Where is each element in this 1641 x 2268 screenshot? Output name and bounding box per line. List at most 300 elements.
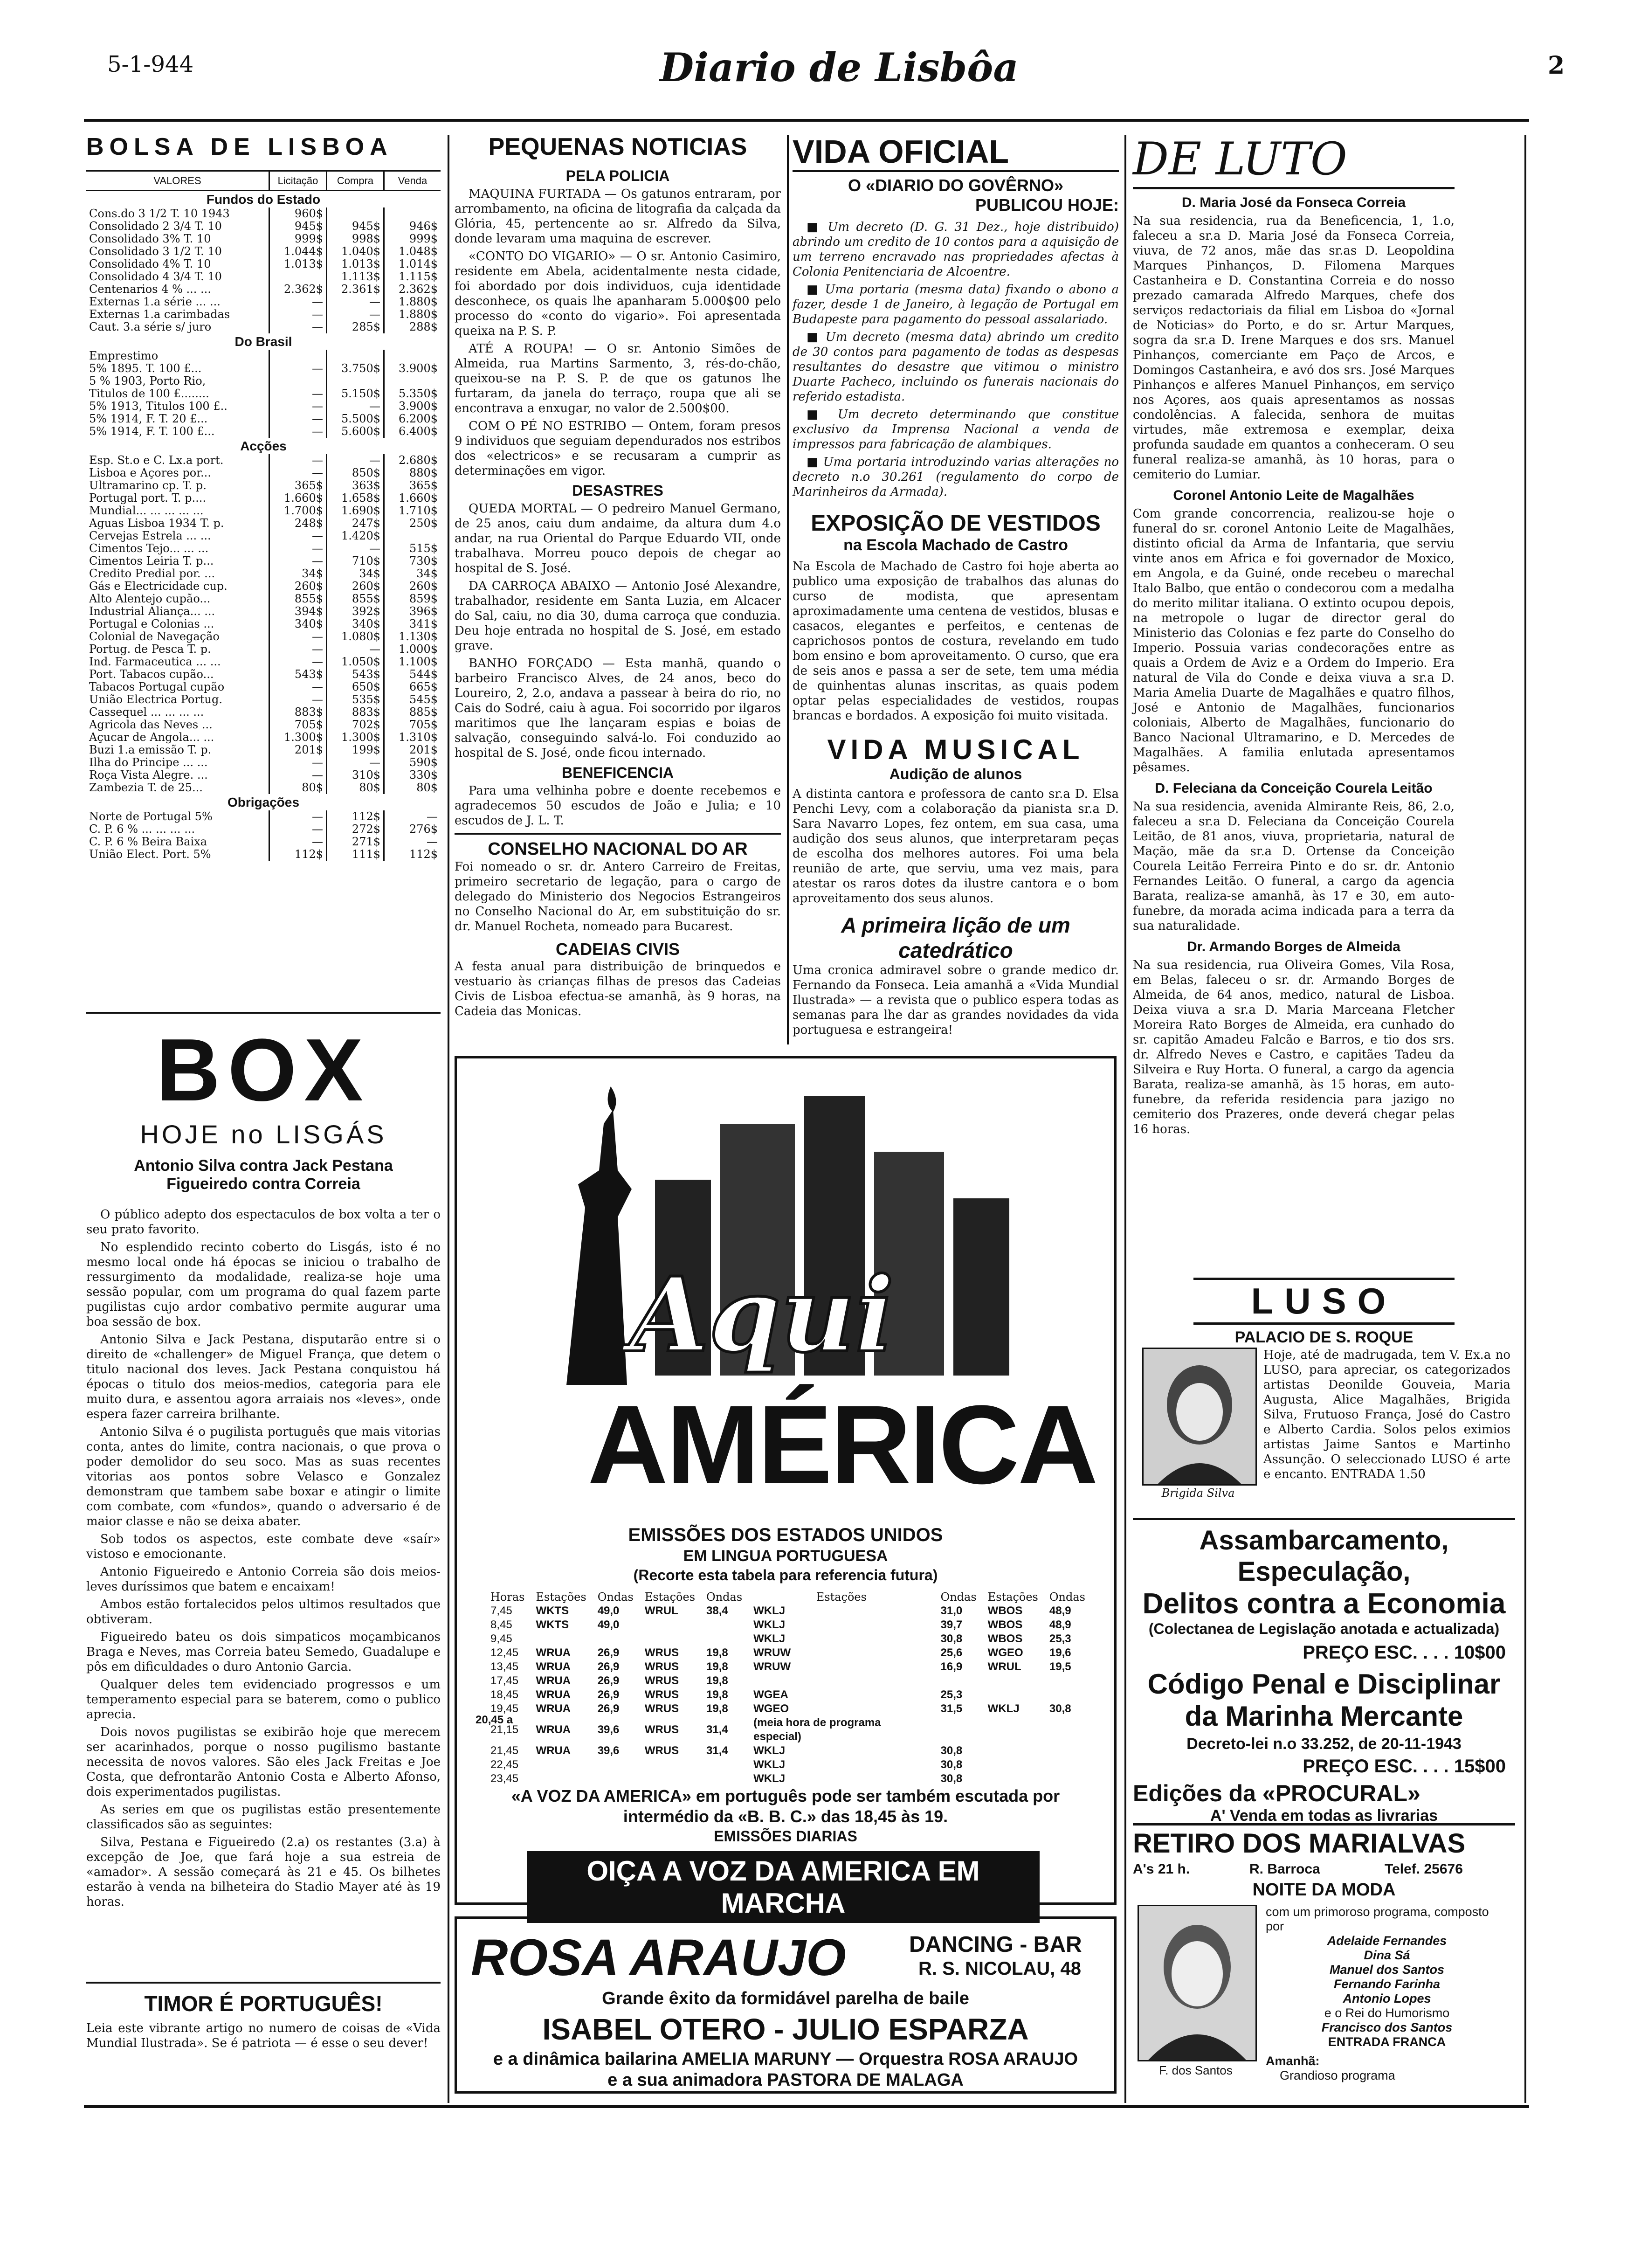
- bolsa-security-name: Consolidado 3% T. 10: [89, 232, 211, 245]
- oficial-item-text: Um decreto (mesma data) abrindo um credito de 30 contos para pagamento de todas as despesas resultantes do desastre que vitimou o ministro Duarte Pacheco, incluindo os funerais nacionais do referido estadista.: [793, 330, 1119, 404]
- bolsa-security-name: Açucar de Angola... ...: [89, 731, 214, 744]
- bolsa-price-cell: 111$: [327, 848, 384, 861]
- retiro-hours: A's 21 h.: [1133, 1861, 1190, 1877]
- america-schedule-cell: 25,3: [1049, 1632, 1071, 1645]
- america-schedule-row: [485, 1632, 1091, 1646]
- luto-entry-name: Dr. Armando Borges de Almeida: [1187, 939, 1400, 954]
- timor-rule: [86, 1982, 441, 1984]
- bolsa-row: [86, 781, 441, 794]
- america-schedule-row: [485, 1744, 1091, 1758]
- bolsa-price-cell: 1.014$: [384, 258, 441, 270]
- luto-entry-name: D. Feleciana da Conceição Courela Leitão: [1155, 781, 1433, 796]
- bolsa-price-cell: 710$: [327, 555, 384, 567]
- bolsa-row: [86, 505, 441, 517]
- bolsa-price-cell: 285$: [327, 321, 384, 333]
- bolsa-price-cell: —: [269, 467, 327, 479]
- bolsa-row: [86, 258, 441, 270]
- bolsa-price-cell: 1.013$: [327, 258, 384, 270]
- america-schedule-cell: 30,8: [940, 1772, 963, 1785]
- procural-price-2: PREÇO ESC. . . . 15$00: [1303, 1756, 1506, 1777]
- news-paragraph: «CONTO DO VIGARIO» — O sr. Antonio Casimiro, residente em Abela, acidentalmente nesta cidade, foi abordado por dois individuos, cuja identidade desconhece, os quais lhe apanharam 5.000$00 pelo processo do «conto do vigario». Foi apresentada queixa na P. S. P.: [455, 249, 781, 338]
- bolsa-price-cell: 1.310$: [384, 731, 441, 744]
- bolsa-price-cell: —: [269, 542, 327, 555]
- box-subtitle: HOJE no LISGÁS: [140, 1120, 387, 1149]
- bolsa-price-cell: 2.680$: [384, 454, 441, 467]
- bolsa-price-cell: [269, 375, 327, 387]
- bolsa-price-cell: —: [269, 454, 327, 467]
- bolsa-price-cell: —: [269, 530, 327, 542]
- america-schedule-cell: WRUL: [987, 1660, 1021, 1673]
- bolsa-security-name: Externas 1.a carimbadas: [89, 308, 230, 321]
- america-word-1: Aqui: [629, 1254, 895, 1375]
- bolsa-price-cell: 365$: [269, 479, 327, 492]
- bolsa-price-cell: —: [269, 823, 327, 836]
- bolsa-price-cell: 885$: [384, 706, 441, 719]
- bolsa-section-title: Acções: [240, 439, 287, 453]
- luso-caption: Brigida Silva: [1161, 1487, 1235, 1500]
- torch-flame-icon: [608, 1086, 616, 1112]
- bolsa-price-cell: 850$: [327, 467, 384, 479]
- bolsa-price-cell: 392$: [327, 605, 384, 618]
- america-schedule-cell: [935, 1674, 982, 1688]
- oficial-item: [793, 220, 1119, 279]
- america-word-2: AMÉRICA: [587, 1382, 1096, 1507]
- box-paragraph: O público adepto dos espectaculos de box volta a ter o seu prato favorito.: [86, 1208, 441, 1237]
- america-schedule-cell: 19,5: [1049, 1660, 1071, 1673]
- rosa-araujo-ad: [455, 1916, 1117, 2094]
- bolsa-security-name: Cervejas Estrela ... ...: [89, 529, 211, 542]
- bolsa-security-name: 5 % 1903, Porto Rio,: [89, 374, 206, 387]
- bolsa-row: [86, 454, 441, 467]
- america-line-1: EMISSÕES DOS ESTADOS UNIDOS: [628, 1525, 943, 1545]
- bolsa-price-cell: 1.080$: [327, 630, 384, 643]
- america-schedule-cell: WRUA: [536, 1702, 571, 1715]
- bolsa-price-cell: 1.048$: [384, 245, 441, 258]
- america-schedule-row: [485, 1660, 1091, 1674]
- bolsa-price-cell: 2.361$: [327, 283, 384, 296]
- bolsa-price-cell: 705$: [269, 719, 327, 731]
- bolsa-price-cell: —: [269, 693, 327, 706]
- bolsa-price-cell: 1.000$: [384, 643, 441, 656]
- vida-oficial-title: VIDA OFICIAL: [793, 133, 1009, 170]
- bolsa-security-name: Colonial de Navegação: [89, 630, 220, 643]
- america-schedule-row: [485, 1716, 1091, 1744]
- bolsa-price-cell: —: [269, 425, 327, 438]
- bolsa-row: [86, 618, 441, 630]
- bolsa-security-name: 5% 1913, Titulos 100 £..: [89, 400, 228, 413]
- vida-oficial-sub1: O «DIARIO DO GOVÊRNO»: [848, 176, 1064, 195]
- america-schedule-cell: WRUS: [644, 1702, 679, 1715]
- retiro-amanha: Amanhã:: [1266, 2054, 1320, 2068]
- retiro-artist: Adelaide Fernandes: [1327, 1934, 1447, 1948]
- america-schedule-cell: [1044, 1744, 1091, 1758]
- bolsa-price-cell: 702$: [327, 719, 384, 731]
- america-schedule-cell: [982, 1744, 1044, 1758]
- america-schedule-cell: WRUL: [644, 1604, 678, 1617]
- bolsa-price-cell: 880$: [384, 467, 441, 479]
- bolsa-security-name: Ultramarino cp. T. p.: [89, 479, 207, 492]
- bolsa-row: [86, 630, 441, 643]
- bolsa-security-name: Gás e Electricidade cup.: [89, 580, 228, 593]
- procural-decreto: Decreto-lei n.o 33.252, de 20-11-1943: [1186, 1735, 1462, 1753]
- america-schedule-cell: WGEO: [753, 1702, 789, 1715]
- skyline-building-5: [953, 1198, 1009, 1376]
- america-schedule-row: [485, 1646, 1091, 1660]
- america-header-cell: Estações: [644, 1590, 696, 1604]
- america-schedule-cell: WRUA: [536, 1688, 571, 1701]
- america-schedule-cell: 25,6: [940, 1646, 963, 1659]
- bolsa-price-cell: 855$: [327, 593, 384, 605]
- america-schedule-cell: WBOS: [987, 1632, 1023, 1645]
- america-schedule-cell: 31,4: [706, 1744, 728, 1757]
- bolsa-section-title: Obrigações: [227, 795, 300, 809]
- bolsa-security-name: Agricola das Neves ...: [89, 718, 213, 731]
- bolsa-section-row: [86, 333, 441, 350]
- bolsa-price-cell: 1.300$: [327, 731, 384, 744]
- bolsa-price-cell: 341$: [384, 618, 441, 630]
- oficial-item: [793, 330, 1119, 404]
- bolsa-price-cell: 288$: [384, 321, 441, 333]
- america-schedule-cell: [639, 1772, 701, 1786]
- bolsa-price-cell: —: [269, 756, 327, 769]
- box-paragraph: No esplendido recinto coberto do Lisgás, isto é no mesmo local onde há épocas se iniciou o trabalho de ressurgimento da modalidade, realiza-se hoje uma sessão popular, com um programa do qual fazem parte pugilistas cujo ardor combativo permite augurar uma boa sessão de box.: [86, 1240, 441, 1329]
- bolsa-price-cell: [327, 207, 384, 220]
- box-paragraph: Qualquer deles tem evidenciado progressos e um temperamento especial para se baterem, como o publico aprecia.: [86, 1678, 441, 1722]
- bolsa-price-cell: [384, 207, 441, 220]
- pequenas-section-head: DESASTRES: [572, 482, 663, 499]
- bolsa-price-cell: 883$: [269, 706, 327, 719]
- america-schedule-cell: 30,8: [940, 1758, 963, 1771]
- bolsa-row: [86, 220, 441, 233]
- musical-title: VIDA MUSICAL: [827, 734, 1084, 765]
- procural-code-2: da Marinha Mercante: [1185, 1701, 1463, 1732]
- rosa-line-2: ISABEL OTERO - JULIO ESPARZA: [542, 2012, 1029, 2046]
- bolsa-price-cell: 260$: [327, 580, 384, 593]
- musical-sub: Audição de alunos: [889, 766, 1022, 782]
- bolsa-title: BOLSA DE LISBOA: [86, 133, 393, 160]
- bolsa-row: [86, 479, 441, 492]
- america-schedule-cell: [1044, 1688, 1091, 1702]
- america-schedule-cell: WKLJ: [753, 1618, 786, 1631]
- bolsa-security-name: Alto Alentejo cupão...: [89, 592, 211, 605]
- america-schedule-cell: WGEA: [753, 1688, 788, 1701]
- bolsa-row: [86, 362, 441, 375]
- america-schedule-row: [485, 1758, 1091, 1772]
- bolsa-row: [86, 756, 441, 769]
- bolsa-security-name: Tabacos Portugal cupão: [89, 680, 225, 693]
- masthead-page: 2: [1548, 51, 1565, 80]
- bolsa-price-cell: —: [384, 810, 441, 823]
- bolsa-security-name: Buzi 1.a emissão T. p.: [89, 743, 212, 756]
- america-schedule-cell: WRUS: [644, 1744, 679, 1757]
- america-schedule-cell: 7,45: [490, 1604, 512, 1617]
- luto-column: [1133, 133, 1455, 1137]
- bolsa-price-cell: 945$: [269, 220, 327, 233]
- bolsa-price-cell: —: [269, 400, 327, 413]
- bolsa-row: [86, 542, 441, 555]
- retiro-artists: [1266, 1934, 1508, 2006]
- bolsa-row: [86, 719, 441, 731]
- america-schedule-cell: [1044, 1674, 1091, 1688]
- bolsa-price-cell: [269, 270, 327, 283]
- bolsa-price-cell: 201$: [384, 744, 441, 756]
- america-schedule-cell: WRUA: [536, 1723, 571, 1736]
- bolsa-security-name: Mundial... ... ... ... ...: [89, 504, 204, 517]
- bolsa-security-name: Consolidado 4% T. 10: [89, 257, 211, 270]
- bolsa-price-cell: 3.750$: [327, 362, 384, 375]
- bolsa-price-cell: 396$: [384, 605, 441, 618]
- box-paragraph: Ambos estão fortalecidos pelos ultimos resultados que obtiveram.: [86, 1597, 441, 1626]
- bolsa-price-cell: 5.600$: [327, 425, 384, 438]
- america-schedule-cell: WGEO: [987, 1646, 1023, 1659]
- bolsa-price-cell: 855$: [269, 593, 327, 605]
- conselho-title: CONSELHO NACIONAL DO AR: [488, 839, 748, 859]
- america-schedule-cell: 18,45: [490, 1688, 519, 1701]
- america-schedule-cell: [982, 1758, 1044, 1772]
- bolsa-row: [86, 555, 441, 567]
- america-schedule-cell: 21,45: [490, 1744, 519, 1757]
- bolsa-row: [86, 425, 441, 438]
- america-schedule-cell: 48,9: [1049, 1618, 1071, 1631]
- news-paragraph: DA CARROÇA ABAIXO — Antonio José Alexandre, trabalhador, residente em Santa Luzia, em Alcacer do Sal, caiu, no dia 30, duma carroça que conduzia. Deu hoje entrada no hospital de S. José, em estado grave.: [455, 579, 781, 653]
- america-schedule-cell: [639, 1618, 701, 1632]
- vida-oficial-column: [793, 133, 1119, 1037]
- america-schedule-cell: 19,8: [706, 1646, 728, 1659]
- bolsa-row: [86, 580, 441, 593]
- conselho-rule: [455, 833, 781, 835]
- bolsa-price-cell: [327, 375, 384, 387]
- bolsa-price-cell: [269, 350, 327, 362]
- box-paragraph: Silva, Pestana e Figueiredo (2.a) os restantes (3.a) à excepção de Joe, que fará hoje a sua estreia de «amador». A sessão começará às 21 e 45. Os bilhetes estarão à venda na bilheteira do Stadio Mayer até às 19 horas.: [86, 1835, 441, 1909]
- bullet-square-icon: ■: [807, 220, 828, 234]
- oficial-item-text: Uma portaria introduzindo varias alterações no decreto n.o 30.261 (regulamento do corpo de Marinheiros da Armada).: [793, 455, 1119, 499]
- america-schedule-cell: WRUS: [644, 1674, 679, 1687]
- news-paragraph: COM O PÉ NO ESTRIBO — Ontem, foram presos 9 individuos que seguiam dependurados nos estribos dos «electricos» e se recusaram a cumprir as determinações em vigor.: [455, 419, 781, 478]
- bolsa-row: [86, 350, 441, 362]
- bolsa-price-cell: —: [269, 630, 327, 643]
- bolsa-price-cell: 276$: [384, 823, 441, 836]
- bolsa-price-cell: 543$: [327, 668, 384, 681]
- bolsa-row: [86, 308, 441, 321]
- america-header-cell: Ondas: [597, 1590, 634, 1604]
- bolsa-price-cell: —: [384, 836, 441, 848]
- america-schedule-cell: 48,9: [1049, 1604, 1071, 1617]
- bolsa-price-cell: 340$: [327, 618, 384, 630]
- bolsa-security-name: União Electrica Portug.: [89, 693, 222, 706]
- bolsa-price-cell: 960$: [269, 207, 327, 220]
- bolsa-security-name: Emprestimo: [89, 349, 159, 362]
- rosa-line-3: e a dinâmica bailarina AMELIA MARUNY — Orquestra ROSA ARAUJO: [493, 2049, 1078, 2069]
- bolsa-price-cell: [327, 350, 384, 362]
- oficial-item: [793, 407, 1119, 452]
- bolsa-price-cell: 394$: [269, 605, 327, 618]
- timor-text: Leia este vibrante artigo no numero de coisas de «Vida Mundial Ilustrada». Se é patriota — é esse o seu dever!: [86, 2021, 441, 2050]
- america-voz-2: EMISSÕES DIARIAS: [714, 1828, 857, 1845]
- cadeias-text: A festa anual para distribuição de brinquedos e vestuario às crianças filhas de presos das Cadeias Civis de Lisboa efectua-se amanhã, às 9 horas, na Cadeia das Monicas.: [455, 960, 781, 1018]
- bolsa-price-cell: 365$: [384, 479, 441, 492]
- pequenas-section-head: PELA POLICIA: [565, 167, 670, 184]
- bolsa-row: [86, 245, 441, 258]
- bolsa-security-name: 5% 1895. T. 100 £...: [89, 362, 202, 375]
- bolsa-price-cell: 1.420$: [327, 530, 384, 542]
- box-article: [86, 1207, 441, 1909]
- oficial-item-text: Um decreto determinando que constitue exclusivo da Imprensa Nacional a venda de impressos para fabricação de alambiques.: [793, 408, 1119, 451]
- bolsa-row: [86, 530, 441, 542]
- luto-entry-name: Coronel Antonio Leite de Magalhães: [1173, 488, 1414, 503]
- luso-text: Hoje, até de madrugada, tem V. Ex.a no LUSO, para apreciar, os categorizados artistas Deonilde Gouveia, Maria Augusta, Alice Magalhães, Brigida Silva, Frutuoso França, José do Castro e Alberto Cardia. Solos pelos eximios artistas Jaime Santos e Martinho Assunção. O seleccionado LUSO é arte e encanto. ENTRADA 1.50: [1263, 1348, 1510, 1481]
- procural-code-1: Código Penal e Disciplinar: [1147, 1668, 1501, 1700]
- licao-title: A primeira lição de um catedrático: [841, 913, 1070, 962]
- bolsa-security-name: União Elect. Port. 5%: [89, 848, 211, 861]
- retiro-intro: com um primoroso programa, composto por: [1266, 1905, 1489, 1933]
- procural-title-2: Delitos contra a Economia: [1142, 1588, 1506, 1620]
- bolsa-price-cell: 1.115$: [384, 270, 441, 283]
- luto-title: DE LUTO: [1133, 133, 1455, 189]
- bolsa-price-cell: [384, 530, 441, 542]
- america-schedule-cell: [592, 1632, 639, 1646]
- retiro-entrada: ENTRADA FRANCA: [1328, 2035, 1446, 2049]
- pequenas-title: PEQUENAS NOTICIAS: [488, 133, 747, 160]
- pequenas-section-head: BENEFICENCIA: [561, 764, 674, 781]
- america-schedule-table: [485, 1590, 1091, 1786]
- luso-photo: [1142, 1348, 1257, 1486]
- bolsa-price-cell: 545$: [384, 693, 441, 706]
- bolsa-security-name: Titulos de 100 £........: [89, 387, 209, 400]
- bolsa-price-cell: 1.044$: [269, 245, 327, 258]
- retiro-king: e o Rei do Humorismo: [1324, 2006, 1450, 2020]
- bolsa-column-headers: [86, 171, 441, 191]
- col-divider-1: [448, 135, 449, 2103]
- bolsa-price-cell: —: [327, 308, 384, 321]
- bolsa-security-name: Zambezia T. de 25...: [89, 781, 203, 794]
- news-paragraph: QUEDA MORTAL — O pedreiro Manuel Germano, de 25 anos, caiu dum andaime, da altura dum 4.o andar, na rua Oriental do Parque Eduardo VII, onde trabalhava. Morreu pouco depois de chegar ao hospital de S. José.: [455, 502, 781, 575]
- america-schedule-cell: 26,9: [597, 1702, 620, 1715]
- procural-edicoes: Edições da «PROCURAL»: [1133, 1780, 1420, 1806]
- bolsa-price-cell: 1.130$: [384, 630, 441, 643]
- bolsa-security-name: Ind. Farmaceutica ... ...: [89, 655, 221, 668]
- america-schedule-cell: WRUA: [536, 1744, 571, 1757]
- bolsa-price-cell: 1.300$: [269, 731, 327, 744]
- america-schedule-cell: 19,8: [706, 1688, 728, 1701]
- luto-entry-text: Na sua residencia, avenida Almirante Reis, 86, 2.o, faleceu a sr.a D. Feleciana da Conceição Courela Leitão, de 81 anos, viuva, proprietaria, natural de Mação, mãe da sr.a D. Ortense da Conceição Courela Leitão Ferreira Pinto e do sr. dr. Antonio Fernandes Leitão. O funeral, a cargo da agencia Barata, realiza-se amanhã, às 17 e 30, em auto-funebre, da morada acima indicada para a terra da sua naturalidade.: [1133, 800, 1455, 933]
- exposicao-text: Na Escola de Machado de Castro foi hoje aberta ao publico uma exposição de trabalhos das alunas do curso de modista, que apresentam aproximadamente uma centena de vestidos, blusas e casacos, elegantes e perfeitos, e centenas de caprichosos pontos de costura, revelando em tudo bom ensino e bom aproveitamento. O curso, que era de seis anos e passa a ser de sete, tem uma média de quinhentas alunas inscritas, as quais podem optar pelas especialidades de vestidos, roupas brancas e bordados. A exposição foi muito visitada.: [793, 560, 1119, 723]
- bolsa-price-cell: 1.050$: [327, 656, 384, 668]
- bolsa-price-cell: 5.350$: [384, 387, 441, 400]
- box-paragraph: As series em que os pugilistas estão presentemente classificados são as seguintes:: [86, 1803, 441, 1832]
- timor-title: TIMOR É PORTUGUÊS!: [144, 1991, 383, 2016]
- luto-right-border: [1524, 135, 1526, 2103]
- america-schedule-cell: 19,45: [490, 1702, 519, 1715]
- bolsa-price-cell: 1.013$: [269, 258, 327, 270]
- conselho-text: Foi nomeado o sr. dr. Antero Carreiro de Freitas, primeiro secretario de legação, para o cargo de delegado do Ministerio dos Negocios Estrangeiros no Conselho Nacional do Ar, em substituição do sr. dr. Manuel Rocheta, nomeado para Bucarest.: [455, 860, 781, 933]
- bolsa-row: [86, 605, 441, 618]
- bolsa-row: [86, 233, 441, 245]
- bolsa-price-cell: —: [327, 542, 384, 555]
- bolsa-security-name: Industrial Aliança... ...: [89, 605, 215, 618]
- america-schedule-row: [485, 1618, 1091, 1632]
- america-schedule-cell: 21,15: [490, 1723, 519, 1736]
- bolsa-row: [86, 413, 441, 425]
- america-schedule-cell: 30,8: [940, 1632, 963, 1645]
- rosa-line-4: e a sua animadora PASTORA DE MALAGA: [607, 2070, 964, 2090]
- america-schedule-row: [485, 1702, 1091, 1716]
- america-schedule-row: [485, 1674, 1091, 1688]
- bolsa-box-rule: [86, 1012, 441, 1014]
- bolsa-price-cell: —: [327, 454, 384, 467]
- luto-entry-text: Na sua residencia, rua da Beneficencia, 1, 1.o, faleceu a sr.a D. Maria José da Fonseca Correia, viuva, de 72 anos, mãe das sr.as D. Leopoldina Marques Pinhanços, D. Filomena Marques Castanheira e D. Constantina Correia e do nosso prezado camarada Alfredo Marques, chefe dos serviços redactoriais da filial em Lisboa do «Jornal de Noticias» do Porto, e do sr. Artur Marques, sogra da sr.a D. Irene Marques e dos srs. Manuel Pinhanços, comerciante em Paço de Arcos, e Domingos Castanheira, e avó dos srs. José Marques Pinhanços e alferes Manuel Pinhanços, em serviço nos Açores, aos quais apresentamos as nossas condolências. A falecida, senhora de muitas virtudes, mãe extremosa e exemplar, deixa profunda saudade em quantos a conheceram. O seu funeral realiza-se amanhã, às 10 horas, para o cemiterio do Lumiar.: [1133, 214, 1455, 482]
- america-ad: [455, 1056, 1117, 1919]
- bolsa-row: [86, 744, 441, 756]
- america-schedule-cell: WBOS: [987, 1618, 1023, 1631]
- bolsa-security-name: Cimentos Tejo... ... ...: [89, 542, 209, 555]
- bolsa-section-row: [86, 191, 441, 208]
- bullet-square-icon: ■: [807, 455, 823, 469]
- bolsa-price-cell: 1.040$: [327, 245, 384, 258]
- bolsa-row: [86, 668, 441, 681]
- america-schedule-cell: WKLJ: [753, 1604, 786, 1617]
- america-schedule-cell: WRUW: [753, 1646, 791, 1659]
- bolsa-price-cell: 260$: [384, 580, 441, 593]
- bolsa-price-cell: 80$: [327, 781, 384, 794]
- bolsa-price-cell: 201$: [269, 744, 327, 756]
- america-schedule-cell: [748, 1674, 935, 1688]
- procural-venda: A' Venda em todas as livrarias: [1210, 1807, 1438, 1825]
- america-schedule-row: [485, 1688, 1091, 1702]
- bolsa-price-cell: —: [269, 769, 327, 781]
- retiro-ad: [1133, 1828, 1515, 2098]
- box-paragraph: Antonio Figueiredo e Antonio Correia são dois meios-leves duríssimos que batem e encaixam!: [86, 1565, 441, 1594]
- america-schedule-cell: [1044, 1772, 1091, 1786]
- bolsa-price-cell: —: [269, 362, 327, 375]
- masthead: [0, 0, 1641, 117]
- bolsa-price-cell: 271$: [327, 836, 384, 848]
- bolsa-price-cell: 999$: [384, 233, 441, 245]
- bolsa-price-cell: —: [269, 681, 327, 693]
- bolsa-price-cell: 112$: [327, 810, 384, 823]
- bolsa-row: [86, 567, 441, 580]
- bolsa-security-name: Externas 1.a série ... ...: [89, 295, 221, 308]
- bolsa-table: [86, 170, 441, 861]
- bolsa-price-cell: —: [327, 296, 384, 308]
- bolsa-price-cell: —: [269, 308, 327, 321]
- news-paragraph: BANHO FORÇADO — Esta manhã, quando o barbeiro Francisco Alves, de 24 anos, beco do Loureiro, 2, 2.o, andava a passear à beira do rio, no Cais do Sodré, caiu à agua. Foi socorrido por ilgaros maritimos que lhe lançaram espias e boias de salvação, conseguindo salvá-lo. Foi conduzido ao hospital de S. José, onde ficou internado.: [455, 657, 781, 760]
- bolsa-row: [86, 810, 441, 823]
- retiro-artist: Dina Sá: [1364, 1948, 1410, 1962]
- news-paragraph: ATÉ A ROUPA! — O sr. Antonio Simões de Almeida, rua Martins Sarmento, 3, rés-do-chão, queixou-se na P. S. P. de que os gatunos lhe furtaram, da janela do terraço, roupa que ali se encontrava a enxugar, no valor de 2.500$00.: [455, 342, 781, 415]
- box-fight-2: Figueiredo contra Correia: [166, 1175, 360, 1193]
- bolsa-security-name: Portug. de Pesca T. p.: [89, 643, 211, 656]
- retiro-humorist: Francisco dos Santos: [1321, 2020, 1453, 2034]
- bolsa-price-cell: 5.500$: [327, 413, 384, 425]
- box-paragraph: Antonio Silva é o pugilista português que mais vitorias conta, antes do limite, contra nacionais, o que prova o poder demolidor do seu soco. Mas as suas recentes vitorias aos pontos sobre Velasco e Gonzalez demonstram que tambem sabe boxar e atingir o limite com combate, com «fundos», quando o adversario é de maior classe e não se deixa abater.: [86, 1425, 441, 1528]
- america-schedule-cell: WKTS: [536, 1604, 569, 1617]
- america-schedule-cell: WRUS: [644, 1723, 679, 1736]
- bolsa-price-cell: 590$: [384, 756, 441, 769]
- america-schedule-cell: 25,3: [940, 1688, 963, 1701]
- bolsa-price-cell: 3.900$: [384, 400, 441, 413]
- box-paragraph: Dois novos pugilistas se exibirão hoje que merecem ser acarinhados, porque o nosso pugilismo bastante necessita de novos valores. São eles Jack Freitas e Joe Costa, que defrontarão Antonio Costa e Alberto Afonso, dois experimentados pugilistas.: [86, 1725, 441, 1799]
- america-schedule-cell: WKLJ: [753, 1772, 786, 1785]
- bolsa-price-cell: [384, 375, 441, 387]
- col-divider-3: [1124, 135, 1126, 2103]
- bolsa-price-cell: 34$: [384, 567, 441, 580]
- box-ad: [86, 1021, 441, 1912]
- bolsa-security-name: Cimentos Leiria T. p...: [89, 554, 214, 567]
- america-line-2: EM LINGUA PORTUGUESA: [683, 1547, 888, 1565]
- bolsa-security-name: Port. Tabacos cupão...: [89, 668, 214, 681]
- bolsa-security-name: Caut. 3.a série s/ juro: [89, 320, 212, 333]
- america-schedule-row: [485, 1772, 1091, 1786]
